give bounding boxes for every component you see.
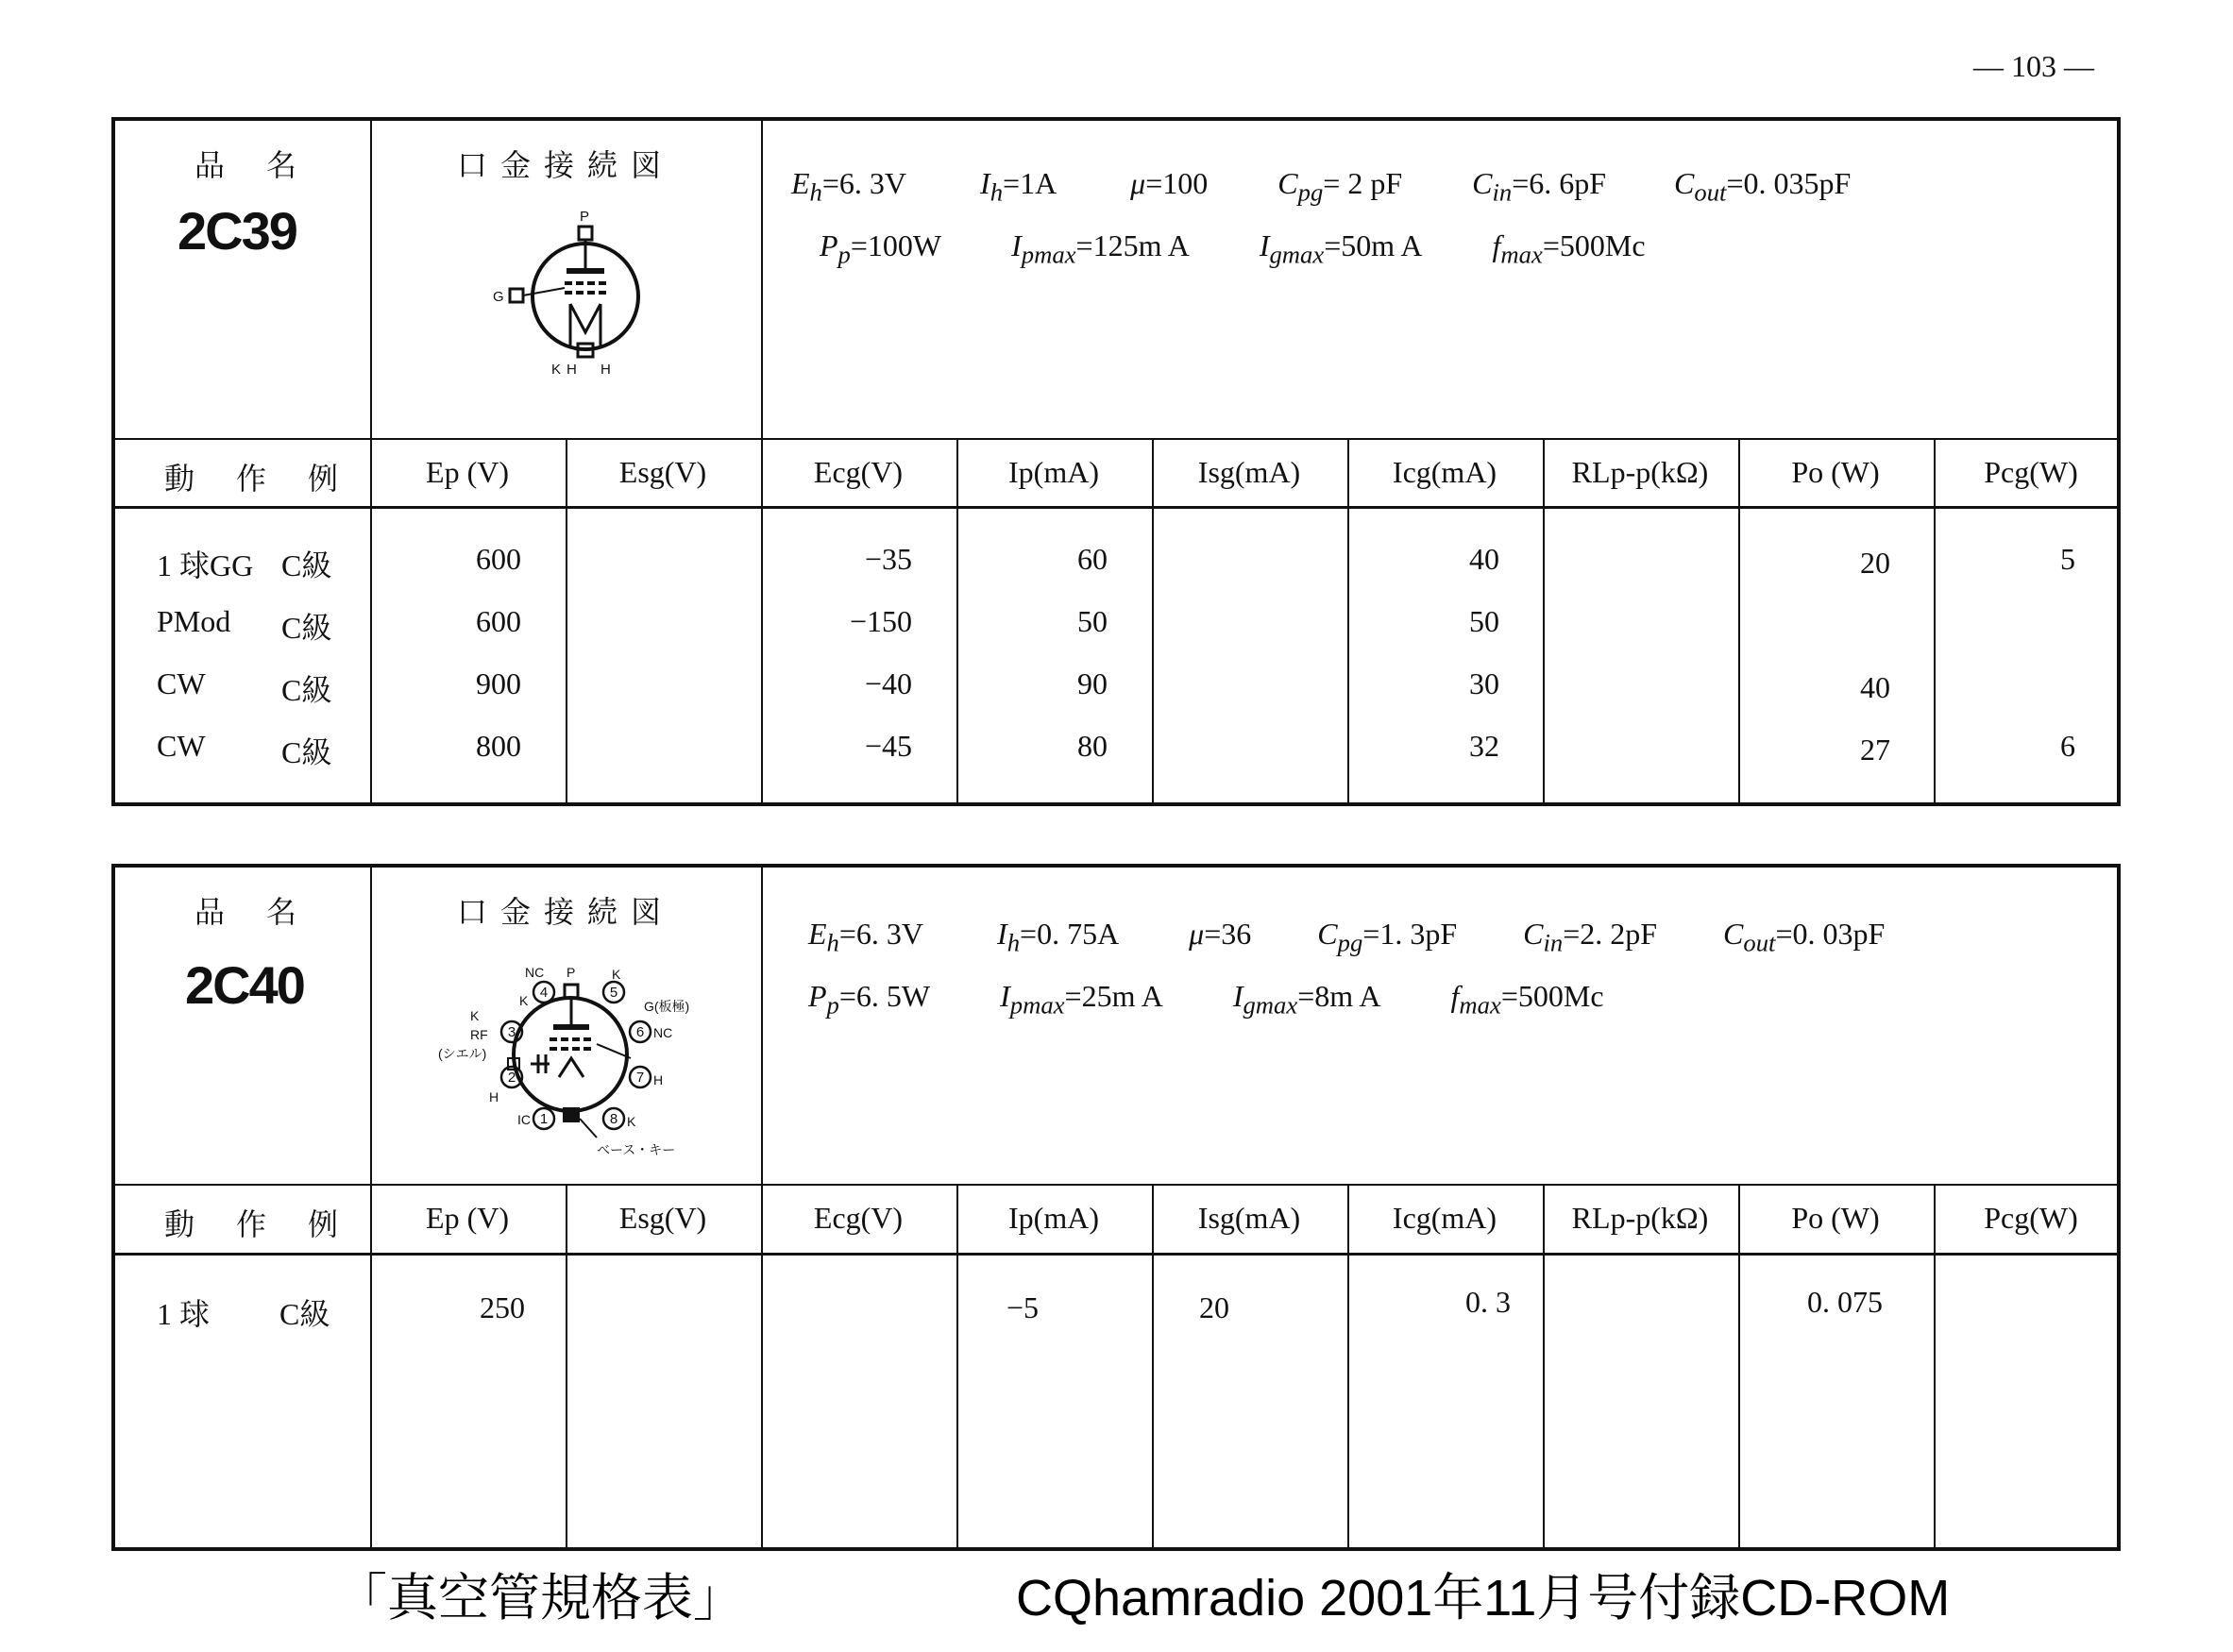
spec-line-1	[808, 917, 1885, 957]
spec-value: = 2 pF	[1323, 166, 1403, 200]
spec-symbol: I	[1232, 979, 1243, 1013]
pin-label: K	[470, 1008, 480, 1023]
spec-value: =1. 3pF	[1362, 917, 1458, 951]
spec-value: =36	[1204, 917, 1252, 951]
spec-value: =500Mc	[1542, 228, 1646, 262]
spec-symbol: C	[1523, 917, 1544, 951]
pin-label: IC	[517, 1112, 531, 1127]
product-name-label: 品 名	[195, 148, 314, 182]
spec-symbol: C	[1277, 166, 1298, 200]
spec-symbol: C	[1723, 917, 1744, 951]
spec-sub: in	[1492, 177, 1513, 207]
pin-label: H	[489, 1089, 499, 1104]
spec-sub: p	[826, 990, 839, 1020]
divider	[1543, 1184, 1545, 1547]
spec-line-2	[820, 228, 1646, 269]
base-key-label: ベース・キー	[597, 1142, 676, 1157]
pin-label: H	[653, 1072, 664, 1087]
spec-value: =50m A	[1324, 228, 1423, 262]
cell-ep: 600	[476, 542, 521, 576]
divider	[761, 121, 763, 440]
column-header: Pcg(W)	[1984, 455, 2078, 489]
spec-symbol: I	[997, 917, 1007, 951]
column-header: Ep (V)	[426, 1201, 509, 1235]
spec-line-2	[808, 979, 1604, 1020]
cell-ep: 600	[476, 604, 521, 638]
cell-po: 40	[1860, 670, 1890, 704]
spec-sub: pmax	[1021, 240, 1076, 269]
cell-po: 27	[1860, 733, 1890, 767]
row-class: C級	[281, 548, 332, 582]
cell-icg: 40	[1469, 542, 1499, 576]
cell-pcg: 5	[2060, 542, 2075, 576]
spec-value: =6. 3V	[838, 917, 924, 951]
footer-title: 「真空管規格表」	[336, 1570, 744, 1627]
cell-ecg: −35	[864, 542, 912, 576]
column-header: Ecg(V)	[813, 1201, 904, 1235]
footer-source: CQhamradio 2001年11月号付録CD-ROM	[1016, 1570, 1951, 1627]
column-header: Ip(mA)	[1008, 1201, 1099, 1235]
column-header: Isg(mA)	[1197, 1201, 1301, 1235]
spec-sub: h	[1007, 928, 1021, 957]
cell-pcg: 6	[2060, 729, 2075, 763]
cell-ip: 90	[1077, 666, 1108, 700]
pin-label: NC	[653, 1025, 673, 1040]
spec-symbol: P	[820, 228, 838, 262]
spec-value: =0. 75A	[1020, 917, 1120, 951]
spec-value: =100	[1145, 166, 1209, 200]
pin-label: G	[493, 289, 504, 305]
spec-symbol: C	[1472, 166, 1493, 200]
divider	[566, 438, 567, 802]
spec-sub: max	[1500, 240, 1543, 269]
cell-ecg: −5	[1006, 1290, 1039, 1324]
spec-sub: gmax	[1269, 240, 1325, 269]
svg-text:3: 3	[507, 1024, 516, 1040]
divider	[115, 1184, 2117, 1186]
spec-value: =100W	[850, 228, 942, 262]
pin-label: NC	[525, 965, 545, 980]
svg-text:6: 6	[635, 1024, 645, 1040]
pin-label: K	[612, 967, 621, 982]
pin-label: K	[551, 362, 562, 378]
cell-ip: 80	[1077, 729, 1108, 763]
column-header: Icg(mA)	[1392, 1201, 1497, 1235]
row-class: C級	[279, 1297, 330, 1331]
row-class: C級	[281, 611, 332, 645]
spec-symbol: E	[808, 917, 827, 951]
page-number: — 103 —	[1973, 49, 2094, 83]
spec-sub: h	[809, 177, 822, 207]
model-number: 2C40	[185, 955, 304, 1015]
svg-text:7: 7	[635, 1070, 645, 1086]
divider	[1934, 1184, 1936, 1547]
spec-symbol: I	[1259, 228, 1270, 262]
divider	[1152, 438, 1154, 802]
divider	[1152, 1184, 1154, 1547]
pin-label: P	[567, 965, 576, 980]
pin-label: H	[567, 362, 577, 378]
cell-po: 20	[1860, 546, 1890, 580]
spec-sub: max	[1459, 990, 1501, 1020]
cell-icg: 50	[1469, 604, 1499, 638]
spec-symbol: I	[1000, 979, 1010, 1013]
cell-ip: 20	[1199, 1290, 1229, 1324]
column-header: Ep (V)	[426, 455, 509, 489]
cell-ep: 900	[476, 666, 521, 700]
svg-text:8: 8	[609, 1111, 618, 1127]
pin-label: K	[519, 993, 529, 1008]
row-class: C級	[281, 673, 332, 707]
divider	[956, 1184, 958, 1547]
divider	[115, 438, 2117, 440]
svg-text:1: 1	[539, 1111, 549, 1127]
spec-sub: h	[990, 177, 1004, 207]
divider	[761, 868, 763, 1186]
pin-label: G(板極)	[644, 999, 690, 1014]
base-connection-diagram	[408, 949, 757, 1166]
cell-ep: 800	[476, 729, 521, 763]
spec-value: =6. 5W	[838, 979, 931, 1013]
divider	[761, 1184, 763, 1547]
cell-ep: 250	[480, 1290, 525, 1324]
pin-label: K	[627, 1114, 636, 1129]
cell-ecg: −45	[864, 729, 912, 763]
row-mode: CW	[157, 666, 206, 700]
column-header: RLp-p(kΩ)	[1571, 1201, 1709, 1235]
pin-label: RF	[470, 1027, 488, 1042]
cell-icg: 30	[1469, 666, 1499, 700]
spec-symbol: f	[1492, 228, 1501, 262]
model-number: 2C39	[178, 201, 296, 261]
spec-sub: pg	[1297, 177, 1324, 207]
product-name-label: 品 名	[195, 895, 314, 929]
divider	[115, 506, 2117, 509]
row-class: C級	[281, 735, 332, 769]
cell-ecg: −40	[864, 666, 912, 700]
spec-sub: p	[837, 240, 851, 269]
column-header: RLp-p(kΩ)	[1571, 455, 1709, 489]
operation-example-label: 動 作 例	[164, 1207, 356, 1241]
spec-value: =2. 2pF	[1563, 917, 1658, 951]
spec-symbol: C	[1674, 166, 1695, 200]
pin-label: (シエル)	[438, 1046, 487, 1061]
cell-icg: 32	[1469, 729, 1499, 763]
divider	[566, 1184, 567, 1547]
operation-example-label: 動 作 例	[164, 462, 356, 496]
cell-icg: 0. 3	[1465, 1285, 1511, 1319]
cell-po: 0. 075	[1807, 1285, 1883, 1319]
spec-symbol: I	[1011, 228, 1022, 262]
spec-value: =0. 035pF	[1726, 166, 1852, 200]
row-mode: CW	[157, 729, 206, 763]
spec-sub: h	[826, 928, 839, 957]
pin-diagram-label: 口金接続図	[457, 895, 675, 929]
row-mode: PMod	[157, 604, 231, 638]
svg-text:4: 4	[539, 985, 549, 1001]
column-header: Esg(V)	[618, 455, 707, 489]
spec-value: =500Mc	[1500, 979, 1604, 1013]
column-header: Po (W)	[1791, 455, 1880, 489]
tube-spec-card-2c40	[111, 864, 2121, 1551]
spec-symbol: μ	[1130, 166, 1146, 200]
divider	[1738, 1184, 1740, 1547]
cell-ip: 60	[1077, 542, 1108, 576]
spec-value: =0. 03pF	[1775, 917, 1886, 951]
base-connection-diagram	[465, 200, 748, 417]
spec-value: =6. 3V	[821, 166, 907, 200]
pin-label: P	[580, 209, 590, 225]
spec-sub: pmax	[1009, 990, 1065, 1020]
cell-ecg: −150	[849, 604, 912, 638]
spec-value: =6. 6pF	[1512, 166, 1607, 200]
spec-sub: out	[1743, 928, 1776, 957]
spec-value: =1A	[1003, 166, 1057, 200]
row-mode: 1 球GG	[157, 548, 254, 582]
divider	[115, 1253, 2117, 1256]
divider	[1543, 438, 1545, 802]
column-header: Icg(mA)	[1392, 455, 1497, 489]
spec-sub: out	[1694, 177, 1727, 207]
cell-ip: 50	[1077, 604, 1108, 638]
spec-symbol: μ	[1189, 917, 1205, 951]
spec-symbol: C	[1317, 917, 1338, 951]
column-header: Po (W)	[1791, 1201, 1880, 1235]
pin-label: H	[601, 362, 611, 378]
spec-symbol: P	[808, 979, 827, 1013]
column-header: Isg(mA)	[1197, 455, 1301, 489]
column-header: Pcg(W)	[1984, 1201, 2078, 1235]
spec-symbol: f	[1450, 979, 1460, 1013]
spec-line-1	[791, 166, 1851, 207]
column-header: Ip(mA)	[1008, 455, 1099, 489]
spec-symbol: E	[791, 166, 810, 200]
divider	[1347, 1184, 1349, 1547]
spec-value: =8m A	[1297, 979, 1381, 1013]
spec-value: =125m A	[1075, 228, 1190, 262]
spec-symbol: I	[980, 166, 990, 200]
spec-sub: gmax	[1243, 990, 1298, 1020]
spec-value: =25m A	[1064, 979, 1163, 1013]
svg-text:5: 5	[609, 985, 618, 1001]
spec-sub: pg	[1337, 928, 1363, 957]
tube-spec-card-2c39	[111, 117, 2121, 806]
row-mode: 1 球	[157, 1297, 211, 1331]
spec-sub: in	[1543, 928, 1564, 957]
svg-text:2: 2	[507, 1070, 516, 1086]
pin-diagram-label: 口金接続図	[457, 148, 675, 182]
column-header: Ecg(V)	[813, 455, 904, 489]
column-header: Esg(V)	[618, 1201, 707, 1235]
